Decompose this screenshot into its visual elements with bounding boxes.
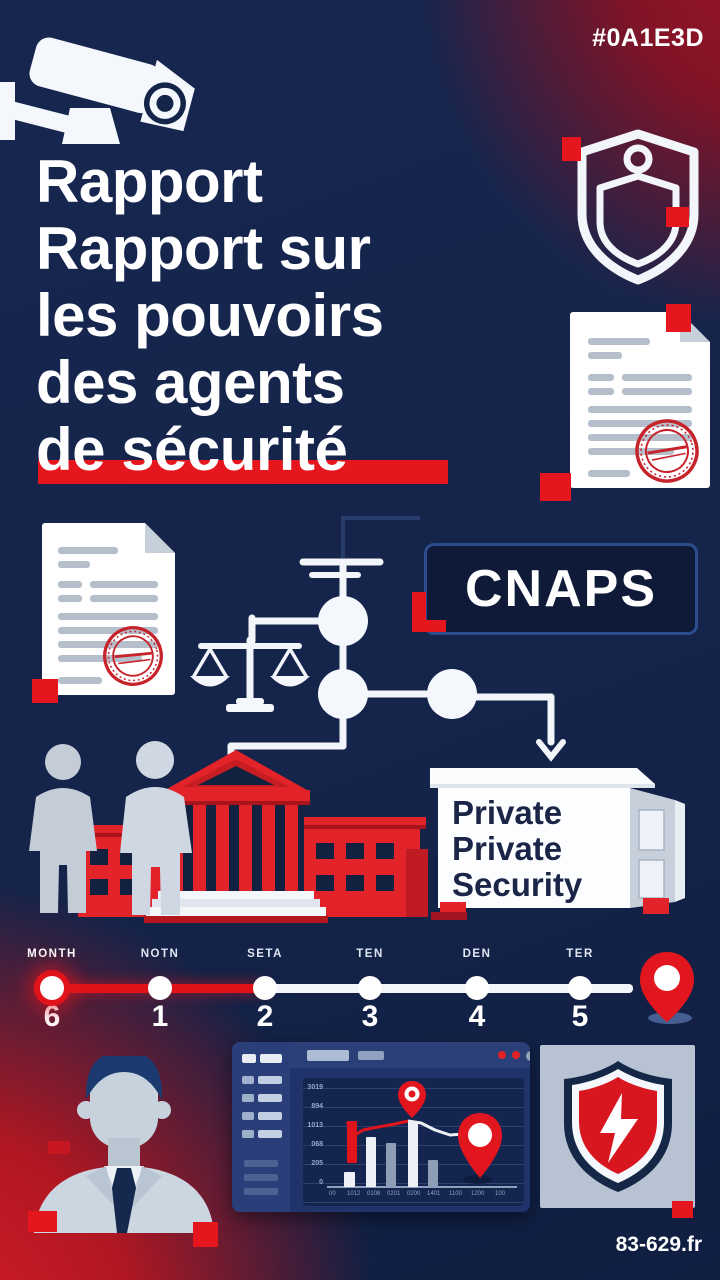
chart-bar — [408, 1122, 418, 1187]
chart-bar — [344, 1172, 355, 1187]
cctv-camera-icon — [0, 12, 200, 152]
timeline-node — [40, 976, 64, 1000]
red-corner-bracket — [412, 620, 446, 632]
timeline-node — [253, 976, 277, 1000]
timeline-label: MONTH — [27, 948, 77, 960]
chart-bar — [366, 1137, 376, 1187]
private-security-label — [452, 795, 632, 903]
dashboard-sidebar — [232, 1042, 290, 1212]
title-line: Rapport sur — [36, 215, 371, 282]
site-label: 83-629.fr — [615, 1233, 702, 1256]
window-dot — [526, 1051, 530, 1061]
red-marker — [48, 1141, 70, 1154]
dashboard-mockup — [232, 1042, 530, 1212]
ps-line: Security — [452, 866, 583, 903]
red-marker — [32, 679, 58, 703]
chart-bar — [428, 1160, 438, 1187]
timeline-label: TEN — [356, 948, 384, 960]
timeline-node — [148, 976, 172, 1000]
shield-lightning-icon — [556, 1059, 680, 1195]
location-pin-icon — [456, 1112, 504, 1180]
ps-line: Private — [452, 794, 563, 831]
timeline-number: 1 — [151, 1000, 169, 1033]
red-marker — [562, 137, 581, 161]
timeline-number: 3 — [361, 1000, 379, 1033]
stamp-icon — [100, 623, 166, 689]
chart-bar — [386, 1143, 396, 1187]
hex-code-label: #0A1E3D — [592, 24, 704, 52]
red-marker — [666, 304, 691, 332]
scales-of-justice-icon — [190, 640, 310, 712]
timeline-number: 5 — [571, 1000, 589, 1033]
red-marker — [666, 207, 689, 227]
timeline-label: TER — [566, 948, 594, 960]
ps-line: Private — [452, 830, 563, 867]
timeline-label: NOTN — [140, 948, 180, 960]
cnaps-label: CNAPS — [464, 560, 658, 618]
title-line: les pouvoirs — [36, 282, 384, 349]
red-marker — [28, 1211, 57, 1232]
page-fold — [145, 523, 175, 553]
dashboard-chart: 3019 894 1013 068 205 0 00 1012 0108 0201 0200 1401 1100 1200 100 — [303, 1078, 524, 1206]
timeline-number: 4 — [468, 1000, 486, 1033]
document-icon — [42, 523, 175, 695]
timeline-number: 2 — [256, 1000, 274, 1033]
stamp-icon — [632, 416, 702, 486]
chart-bar — [347, 1121, 357, 1163]
window-dot — [512, 1051, 520, 1059]
document-icon — [570, 312, 710, 488]
location-pin-icon — [397, 1080, 427, 1120]
cnaps-box — [424, 543, 698, 635]
location-pin-icon — [638, 950, 696, 1024]
timeline-label: SETA — [247, 948, 283, 960]
alert-shield-card — [540, 1045, 695, 1208]
red-marker — [193, 1222, 218, 1247]
title-line: Rapport — [36, 148, 263, 215]
timeline-number: 6 — [43, 1000, 61, 1033]
page-title — [36, 148, 383, 483]
timeline-node — [465, 976, 489, 1000]
timeline-node — [568, 976, 592, 1000]
red-marker — [672, 1201, 693, 1218]
window-dot — [498, 1051, 506, 1059]
title-line: de sécurité — [36, 416, 348, 483]
government-building-illustration — [20, 735, 430, 925]
timeline-node — [358, 976, 382, 1000]
x-axis — [327, 1186, 517, 1188]
dashboard-topbar — [290, 1042, 530, 1068]
title-line: des agents — [36, 349, 345, 416]
timeline-label: DEN — [462, 948, 492, 960]
red-marker — [540, 473, 571, 501]
